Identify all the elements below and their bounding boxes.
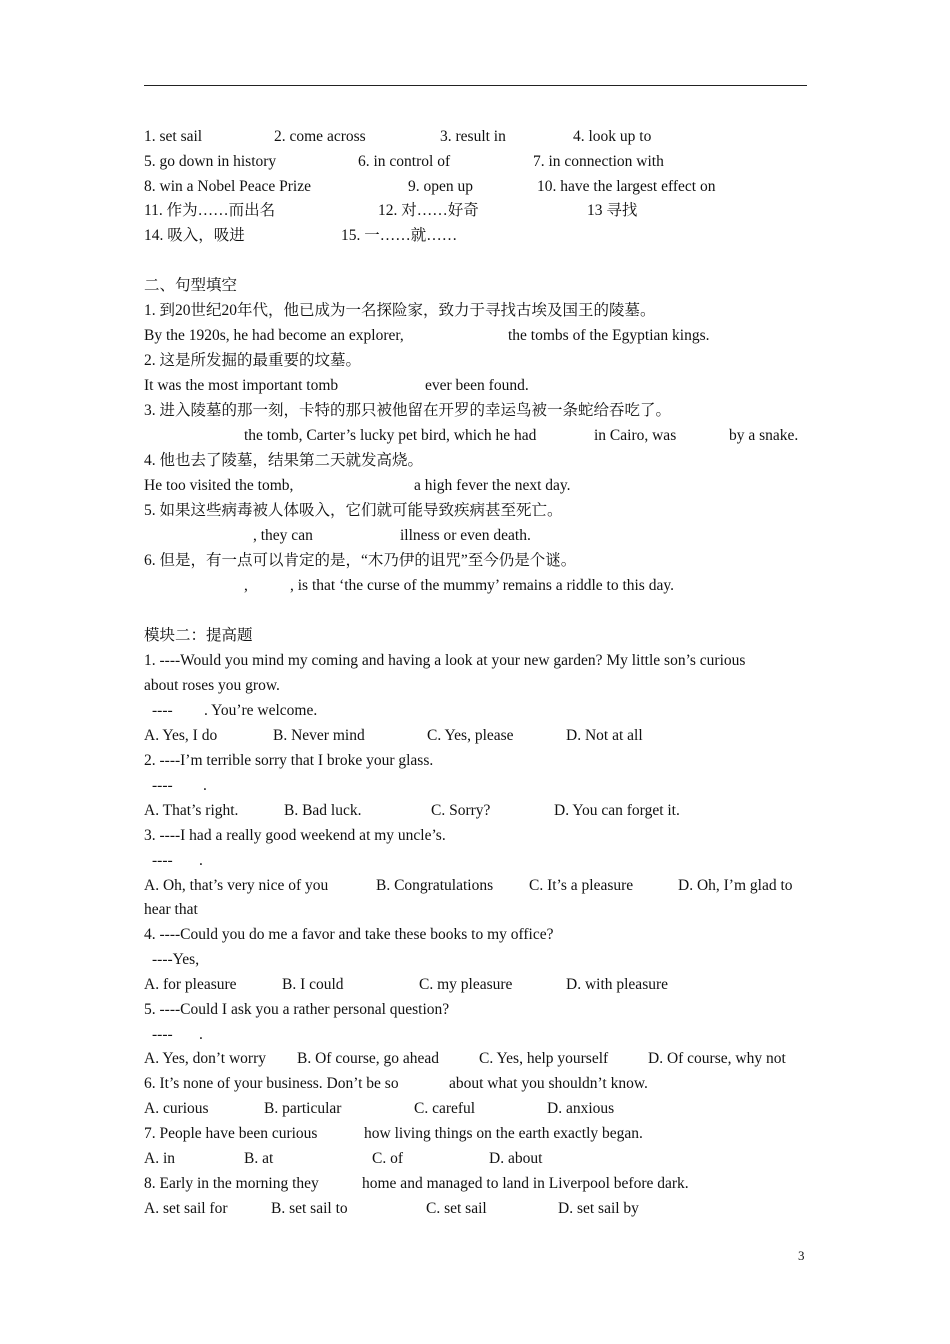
stem-part: how living things on the earth exactly began. bbox=[364, 1125, 643, 1142]
phrase-item: 11. 作为……而出名 bbox=[144, 202, 276, 219]
phrase-item: 8. win a Nobel Peace Prize bbox=[144, 178, 311, 195]
option: A. Yes, I do bbox=[144, 727, 218, 744]
phrase-item: 15. 一……就…… bbox=[341, 227, 458, 244]
sentence-part: by a snake. bbox=[729, 427, 799, 444]
page-number: 3 bbox=[798, 1248, 805, 1263]
phrase-item: 4. look up to bbox=[573, 128, 652, 145]
option: B. Of course, go ahead bbox=[297, 1050, 440, 1067]
option: D. about bbox=[489, 1150, 543, 1167]
stem-part: home and managed to land in Liverpool before dark. bbox=[362, 1175, 689, 1192]
sentence-part: By the 1920s, he had become an explorer, bbox=[144, 327, 404, 344]
option: B. Congratulations bbox=[376, 877, 494, 894]
sentence-part: It was the most important tomb bbox=[144, 377, 339, 394]
option: B. at bbox=[244, 1150, 274, 1167]
question-3-options-cont: hear that bbox=[144, 901, 198, 918]
dialogue-dash: ---- bbox=[152, 1026, 173, 1043]
dialogue-text: . bbox=[199, 852, 203, 869]
option: B. set sail to bbox=[271, 1200, 348, 1217]
option: C. careful bbox=[414, 1100, 476, 1117]
option: C. It’s a pleasure bbox=[529, 877, 634, 894]
option: A. set sail for bbox=[144, 1200, 228, 1217]
phrase-item: 2. come across bbox=[274, 128, 366, 145]
sentence-chinese: 1. 到20世纪20年代，他已成为一名探险家，致力于寻找古埃及国王的陵墓。 bbox=[144, 302, 656, 319]
option: D. You can forget it. bbox=[554, 802, 680, 819]
question-1-stem-cont: about roses you grow. bbox=[144, 677, 280, 694]
stem-part: about what you shouldn’t know. bbox=[449, 1075, 648, 1092]
phrase-item: 10. have the largest effect on bbox=[537, 178, 716, 195]
option: C. my pleasure bbox=[419, 976, 513, 993]
option: D. anxious bbox=[547, 1100, 615, 1117]
question-1-stem: 1. ----Would you mind my coming and having a look at your new garden? My little son’s curious bbox=[144, 652, 746, 669]
sentence-part: the tombs of the Egyptian kings. bbox=[508, 327, 710, 344]
option: A. curious bbox=[144, 1100, 209, 1117]
sentence-chinese: 2. 这是所发掘的最重要的坟墓。 bbox=[144, 352, 362, 369]
phrase-item: 7. in connection with bbox=[533, 153, 664, 170]
question-3-stem: 3. ----I had a really good weekend at my uncle’s. bbox=[144, 827, 446, 844]
sentence-part: , is that ‘the curse of the mummy’ remains a riddle to this day. bbox=[290, 577, 674, 594]
sentence-part: illness or even death. bbox=[400, 527, 531, 544]
option: A. Yes, don’t worry bbox=[144, 1050, 267, 1067]
sentence-chinese: 6. 但是，有一点可以肯定的是，“木乃伊的诅咒”至今仍是个谜。 bbox=[144, 552, 577, 569]
dialogue-text: . You’re welcome. bbox=[204, 702, 318, 719]
option: B. Never mind bbox=[273, 727, 365, 744]
question-5-stem: 5. ----Could I ask you a rather personal question? bbox=[144, 1001, 450, 1018]
option: C. of bbox=[372, 1150, 403, 1167]
option: D. Of course, why not bbox=[648, 1050, 786, 1067]
option: B. Bad luck. bbox=[284, 802, 362, 819]
sentence-part: , bbox=[244, 577, 248, 594]
stem-part: 6. It’s none of your business. Don’t be so bbox=[144, 1075, 399, 1092]
dialogue-dash: ---- bbox=[152, 777, 173, 794]
option: C. Sorry? bbox=[431, 802, 491, 819]
dialogue-text: . bbox=[199, 1026, 203, 1043]
sentence-part: the tomb, Carter’s lucky pet bird, which he had bbox=[244, 427, 537, 444]
sentence-part: ever been found. bbox=[425, 377, 529, 394]
header-rule bbox=[144, 85, 807, 86]
option: A. in bbox=[144, 1150, 175, 1167]
module-heading: 模块二：提高题 bbox=[144, 627, 253, 644]
sentence-chinese: 5. 如果这些病毒被人体吸入，它们就可能导致疾病甚至死亡。 bbox=[144, 502, 563, 519]
option: C. Yes, help yourself bbox=[479, 1050, 609, 1067]
question-2-stem: 2. ----I’m terrible sorry that I broke your glass. bbox=[144, 752, 434, 769]
option: D. Oh, I’m glad to bbox=[678, 877, 793, 894]
phrase-item: 12. 对……好奇 bbox=[378, 202, 479, 219]
sentence-chinese: 4. 他也去了陵墓，结果第二天就发高烧。 bbox=[144, 452, 424, 469]
phrase-item: 13 寻找 bbox=[587, 202, 638, 219]
dialogue-text: . bbox=[203, 777, 207, 794]
phrase-item: 1. set sail bbox=[144, 128, 203, 145]
sentence-part: in Cairo, was bbox=[594, 427, 677, 444]
dialogue-text: ----Yes, bbox=[152, 951, 200, 968]
option: A. That’s right. bbox=[144, 802, 239, 819]
stem-part: 8. Early in the morning they bbox=[144, 1175, 319, 1192]
dialogue-dash: ---- bbox=[152, 702, 173, 719]
section-heading: 二、句型填空 bbox=[144, 277, 238, 294]
phrase-item: 6. in control of bbox=[358, 153, 451, 170]
option: B. particular bbox=[264, 1100, 342, 1117]
sentence-part: He too visited the tomb, bbox=[144, 477, 294, 494]
stem-part: 7. People have been curious bbox=[144, 1125, 318, 1142]
option: A. for pleasure bbox=[144, 976, 237, 993]
sentence-part: a high fever the next day. bbox=[414, 477, 571, 494]
option: C. set sail bbox=[426, 1200, 487, 1217]
phrase-item: 3. result in bbox=[440, 128, 506, 145]
sentence-part: , they can bbox=[253, 527, 313, 544]
option: B. I could bbox=[282, 976, 344, 993]
phrase-item: 5. go down in history bbox=[144, 153, 277, 170]
phrase-item: 14. 吸入，吸进 bbox=[144, 227, 245, 244]
dialogue-dash: ---- bbox=[152, 852, 173, 869]
option: C. Yes, please bbox=[427, 727, 514, 744]
option: D. set sail by bbox=[558, 1200, 639, 1217]
option: D. with pleasure bbox=[566, 976, 669, 993]
question-4-stem: 4. ----Could you do me a favor and take these books to my office? bbox=[144, 926, 554, 943]
option: D. Not at all bbox=[566, 727, 643, 744]
phrase-item: 9. open up bbox=[408, 178, 474, 195]
sentence-chinese: 3. 进入陵墓的那一刻，卡特的那只被他留在开罗的幸运鸟被一条蛇给吞吃了。 bbox=[144, 402, 672, 419]
option: A. Oh, that’s very nice of you bbox=[144, 877, 329, 894]
